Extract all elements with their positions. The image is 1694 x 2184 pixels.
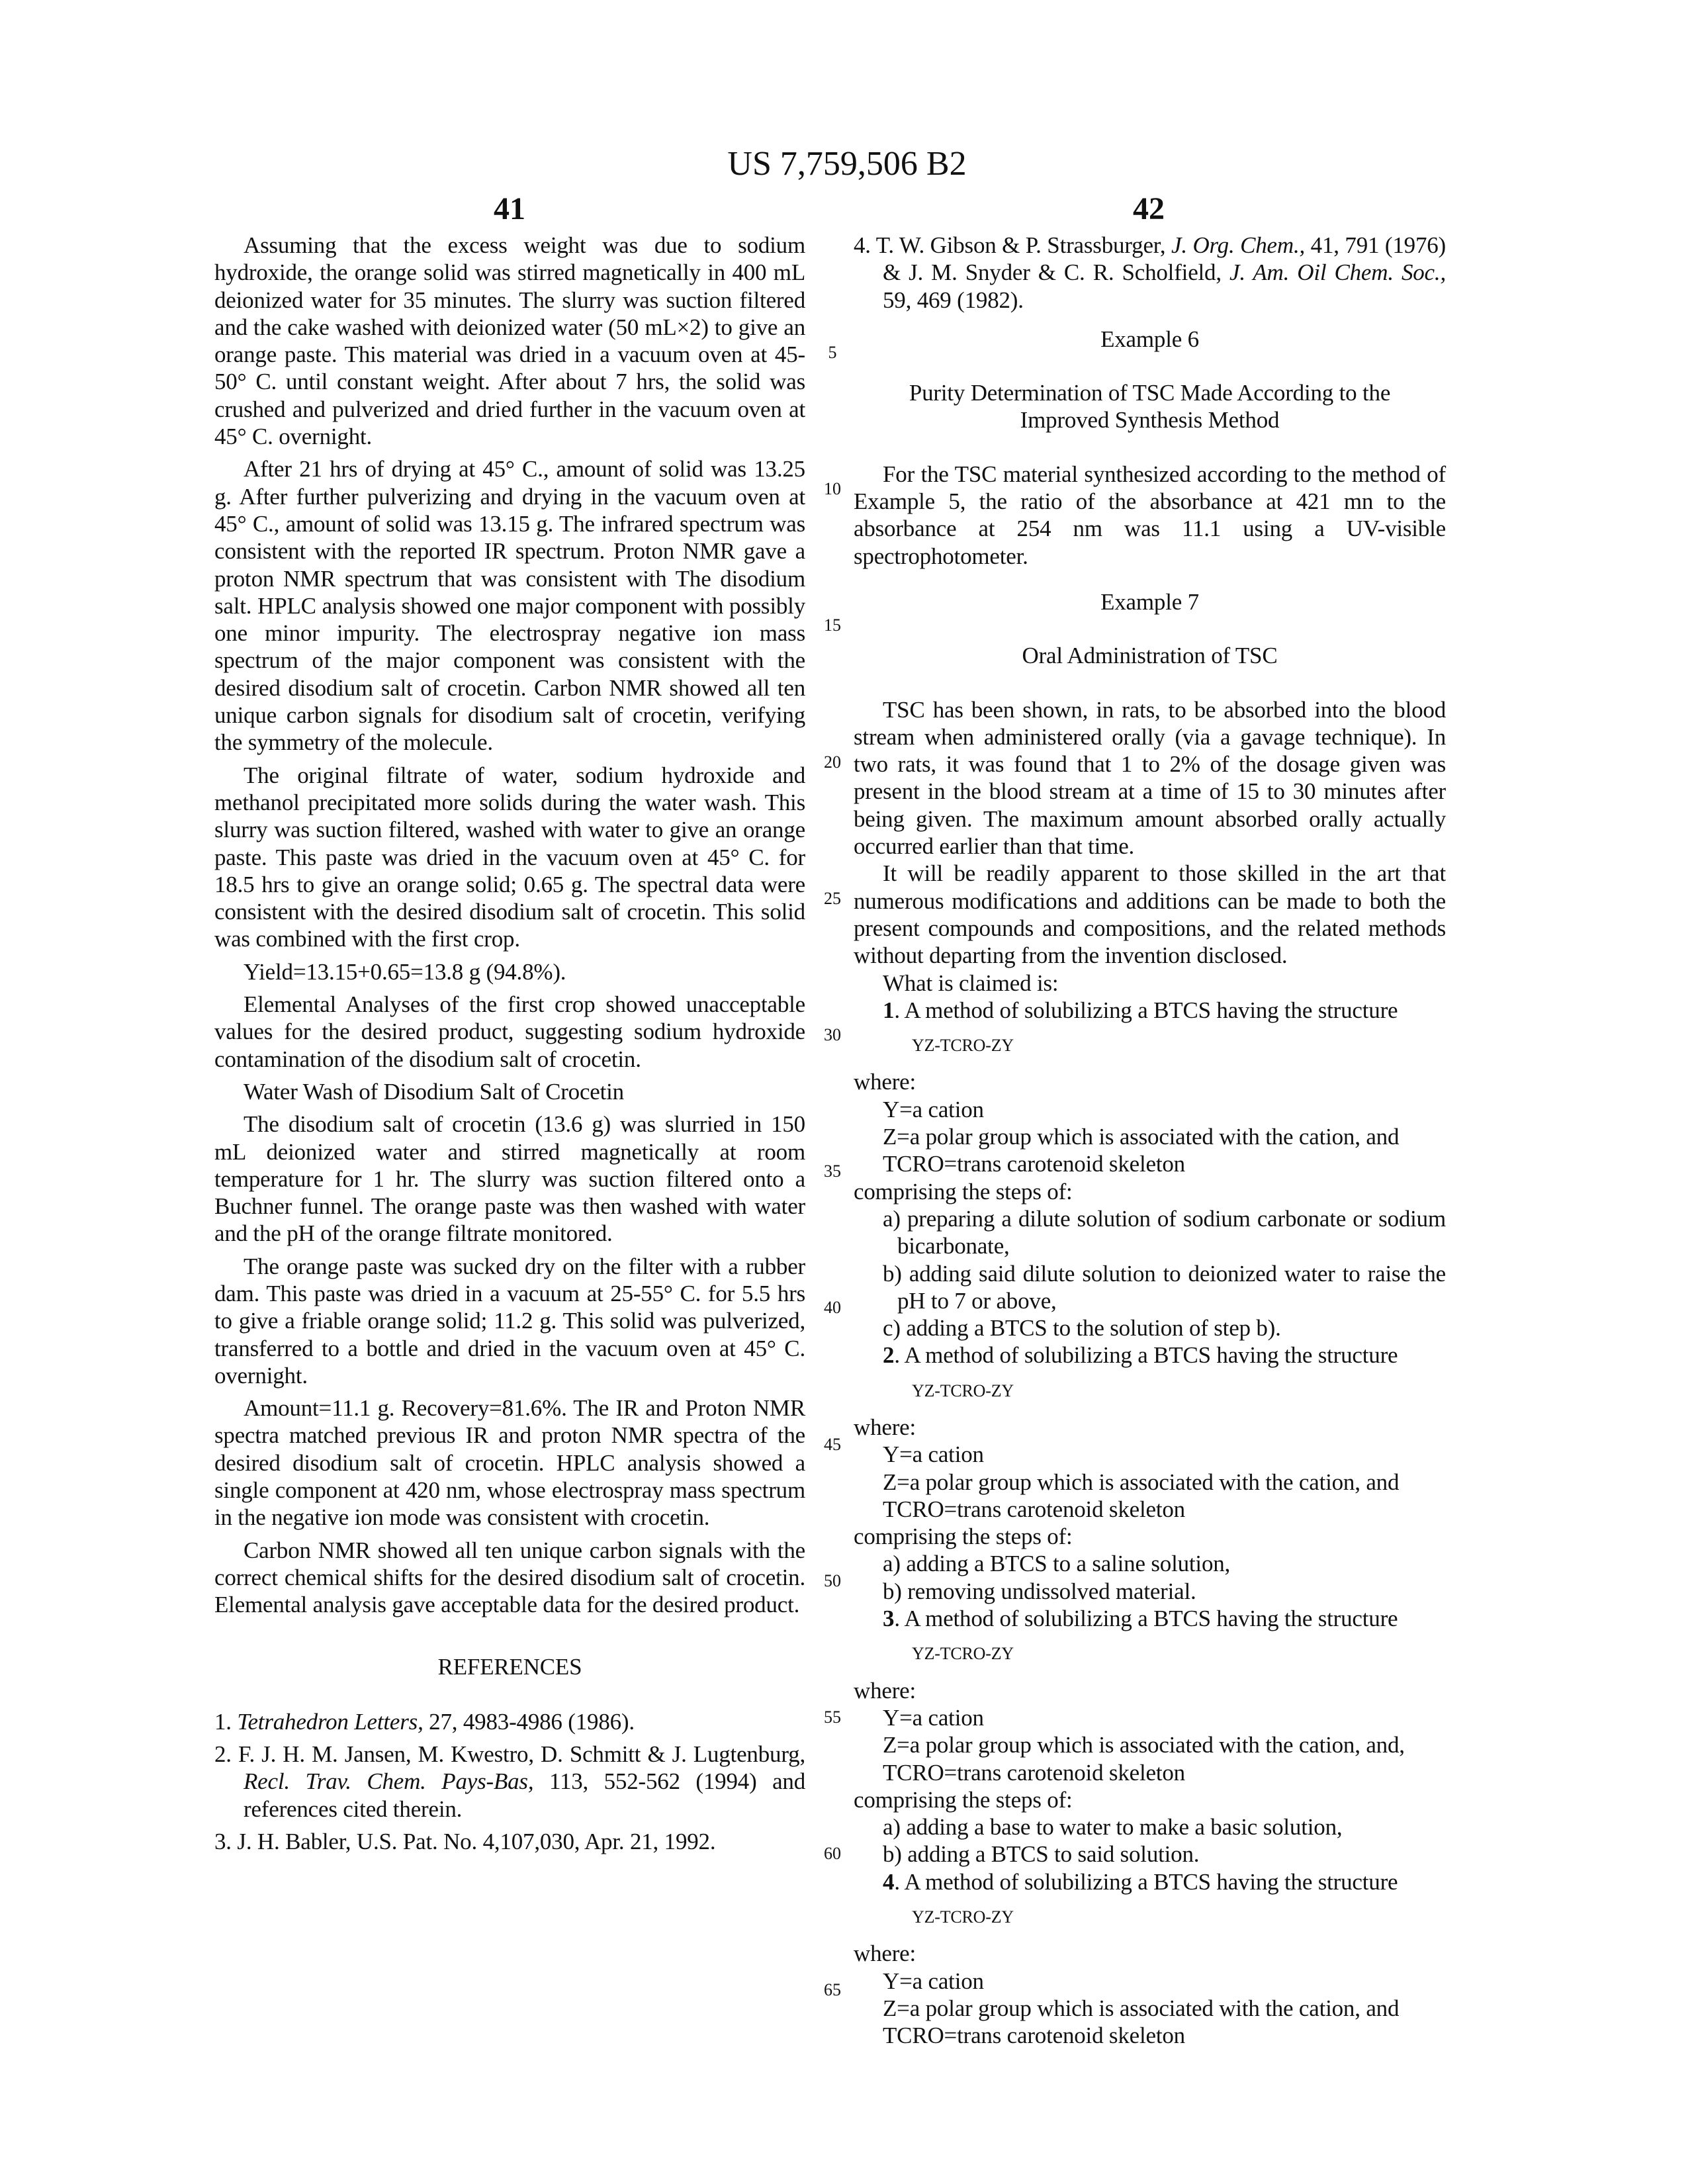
reference-1 (214, 1708, 805, 1735)
claim (854, 997, 1446, 1342)
definition: Y=a cation (854, 1704, 1446, 1731)
comprising-label: comprising the steps of: (854, 1523, 1446, 1550)
claim-text (854, 997, 1446, 1024)
line-number: 50 (819, 1571, 846, 1591)
paragraph: Amount=11.1 g. Recovery=81.6%. The IR and Proton NMR spectra matched previous IR and proton NMR spectra of the desired disodium salt of crocetin. HPLC analysis showed a single component at 420 nm, whose electrospray mass spectrum in the negative ion mode was consistent with crocetin. (214, 1394, 805, 1531)
subheading: Water Wash of Disodium Salt of Crocetin (214, 1078, 805, 1105)
where-label: where: (854, 1068, 1446, 1095)
structure-formula: YZ-TCRO-ZY (854, 1377, 1446, 1404)
ref-journal: Tetrahedron Letters, (237, 1709, 423, 1735)
references-heading: REFERENCES (214, 1653, 805, 1680)
definition: Z=a polar group which is associated with the cation, and (854, 1995, 1446, 2022)
line-number: 5 (819, 343, 846, 363)
claim-step: a) adding a BTCS to a saline solution, (854, 1550, 1446, 1577)
ref-text: 41, 791 (1976) & J. M. Snyder & C. R. Scholfield, (883, 232, 1446, 285)
line-number: 40 (819, 1298, 846, 1318)
reference-3 (214, 1828, 805, 1855)
claim-number: 1 (883, 997, 894, 1023)
reference-4 (854, 232, 1446, 314)
patent-number: US 7,759,506 B2 (0, 144, 1694, 183)
structure-formula: YZ-TCRO-ZY (854, 1903, 1446, 1931)
claim-text (854, 1605, 1446, 1632)
ref-text: 3. J. H. Babler, U.S. Pat. No. 4,107,030, Apr. 21, 1992. (214, 1829, 715, 1854)
line-number: 20 (819, 752, 846, 772)
claim-step: b) removing undissolved material. (854, 1578, 1446, 1605)
definition: TCRO=trans carotenoid skeleton (854, 1496, 1446, 1523)
line-number: 10 (819, 479, 846, 499)
left-column (214, 232, 805, 1855)
line-number: 55 (819, 1707, 846, 1727)
definition: Y=a cation (854, 1441, 1446, 1468)
paragraph: The original filtrate of water, sodium hydroxide and methanol precipitated more solids during the water wash. This slurry was suction filtered, washed with water to give an orange paste. This paste was dried in the vacuum oven at 45° C. for 18.5 hrs to give an orange solid; 0.65 g. The spectral data were consistent with the desired disodium salt of crocetin. This solid was combined with the first crop. (214, 762, 805, 953)
paragraph: TSC has been shown, in rats, to be absorbed into the blood stream when administered orally (via a gavage technique). In two rats, it was found that 1 to 2% of the dosage given was present in the blood stream at a time of 15 to 30 minutes after being given. The maximum amount absorbed orally actually occurred earlier than that time. (854, 696, 1446, 860)
claim-preamble: . A method of solubilizing a BTCS having the structure (894, 1606, 1398, 1631)
paragraph: It will be readily apparent to those skilled in the art that numerous modifications and additions can be made to both the present compounds and compositions, and the related methods without departing from the invention disclosed. (854, 860, 1446, 969)
definition: TCRO=trans carotenoid skeleton (854, 1759, 1446, 1786)
claim-text (854, 1868, 1446, 1895)
ref-text: 2. F. J. H. M. Jansen, M. Kwestro, D. Schmitt & J. Lugtenburg, (214, 1741, 805, 1767)
claim (854, 1605, 1446, 1868)
example-7-heading: Example 7 (854, 588, 1446, 615)
definition: Z=a polar group which is associated with the cation, and (854, 1469, 1446, 1496)
line-number: 35 (819, 1161, 846, 1181)
structure-formula: YZ-TCRO-ZY (854, 1032, 1446, 1059)
claim-number: 2 (883, 1342, 894, 1368)
claim (854, 1868, 1446, 2050)
comprising-label: comprising the steps of: (854, 1786, 1446, 1813)
column-number-right: 42 (1083, 191, 1215, 227)
yield-line: Yield=13.15+0.65=13.8 g (94.8%). (214, 958, 805, 985)
line-number: 65 (819, 1980, 846, 2000)
right-column (854, 232, 1446, 2050)
claim (854, 1342, 1446, 1605)
definition: Z=a polar group which is associated with the cation, and, (854, 1731, 1446, 1758)
ref-journal: J. Org. Chem., (1171, 232, 1305, 258)
definition: Y=a cation (854, 1968, 1446, 1995)
claim-step: b) adding a BTCS to said solution. (854, 1841, 1446, 1868)
paragraph: Carbon NMR showed all ten unique carbon signals with the correct chemical shifts for the desired disodium salt of crocetin. Elemental analysis gave acceptable data for the desired product. (214, 1537, 805, 1619)
ref-text: 1. (214, 1709, 237, 1735)
ref-text: 27, 4983-4986 (1986). (424, 1709, 635, 1735)
claim-number: 4 (883, 1869, 894, 1895)
example-6-heading: Example 6 (854, 326, 1446, 353)
definition: Z=a polar group which is associated with the cation, and (854, 1123, 1446, 1150)
definition: TCRO=trans carotenoid skeleton (854, 1150, 1446, 1177)
line-number: 15 (819, 615, 846, 635)
example-6-title: Purity Determination of TSC Made According to the Improved Synthesis Method (900, 379, 1400, 434)
ref-journal: Recl. Trav. Chem. Pays-Bas, (244, 1768, 533, 1794)
reference-2 (214, 1741, 805, 1823)
ref-text: 59, 469 (1982). (883, 287, 1024, 313)
claim-preamble: . A method of solubilizing a BTCS having the structure (894, 997, 1398, 1023)
line-number: 45 (819, 1435, 846, 1455)
where-label: where: (854, 1940, 1446, 1967)
where-label: where: (854, 1677, 1446, 1704)
paragraph: After 21 hrs of drying at 45° C., amount of solid was 13.25 g. After further pulverizing and drying in the vacuum oven at 45° C., amount of solid was 13.15 g. The infrared spectrum was consistent with the reported IR spectrum. Proton NMR gave a proton NMR spectrum that was consistent with The disodium salt. HPLC analysis showed one major component with possibly one minor impurity. The electrospray negative ion mass spectrum of the major component was consistent with the desired disodium salt of crocetin. Carbon NMR showed all ten unique carbon signals for disodium salt of crocetin, verifying the symmetry of the molecule. (214, 455, 805, 756)
line-number: 60 (819, 1844, 846, 1864)
ref-text: 113, 552-562 (1994) and references cited therein. (244, 1768, 805, 1821)
example-7-title: Oral Administration of TSC (854, 642, 1446, 669)
claim-preamble: . A method of solubilizing a BTCS having the structure (894, 1869, 1398, 1895)
claim-number: 3 (883, 1606, 894, 1631)
comprising-label: comprising the steps of: (854, 1178, 1446, 1205)
claim-preamble: . A method of solubilizing a BTCS having the structure (894, 1342, 1398, 1368)
definition: TCRO=trans carotenoid skeleton (854, 2022, 1446, 2049)
paragraph: Elemental Analyses of the first crop showed unacceptable values for the desired product, suggesting sodium hydroxide contamination of the disodium salt of crocetin. (214, 991, 805, 1073)
claim-step: b) adding said dilute solution to deionized water to raise the pH to 7 or above, (854, 1260, 1446, 1315)
claim-text (854, 1342, 1446, 1369)
definition: Y=a cation (854, 1096, 1446, 1123)
line-number: 30 (819, 1025, 846, 1045)
claim-step: c) adding a BTCS to the solution of step b). (854, 1314, 1446, 1342)
column-number-left: 41 (443, 191, 576, 227)
paragraph: Assuming that the excess weight was due to sodium hydroxide, the orange solid was stirred magnetically in 400 mL deionized water for 35 minutes. The slurry was suction filtered and the cake washed with deionized water (50 mL×2) to give an orange paste. This material was dried in a vacuum oven at 45-50° C. until constant weight. After about 7 hrs, the solid was crushed and pulverized and dried further in the vacuum oven at 45° C. overnight. (214, 232, 805, 450)
paragraph: For the TSC material synthesized according to the method of Example 5, the ratio of the absorbance at 421 mn to the absorbance at 254 nm was 11.1 using a UV-visible spectrophotometer. (854, 461, 1446, 570)
structure-formula: YZ-TCRO-ZY (854, 1640, 1446, 1667)
claims-intro: What is claimed is: (854, 970, 1446, 997)
claim-step: a) adding a base to water to make a basic solution, (854, 1813, 1446, 1841)
ref-text: 4. T. W. Gibson & P. Strassburger, (854, 232, 1171, 258)
claims-list (854, 997, 1446, 2050)
ref-journal: J. Am. Oil Chem. Soc., (1229, 259, 1446, 285)
paragraph: The orange paste was sucked dry on the filter with a rubber dam. This paste was dried in a vacuum at 25-55° C. for 5.5 hrs to give a friable orange solid; 11.2 g. This solid was pulverized, transferred to a bottle and dried in the vacuum oven at 45° C. overnight. (214, 1253, 805, 1389)
where-label: where: (854, 1414, 1446, 1441)
paragraph: The disodium salt of crocetin (13.6 g) was slurried in 150 mL deionized water and stirred magnetically at room temperature for 1 hr. The slurry was suction filtered onto a Buchner funnel. The orange paste was then washed with water and the pH of the orange filtrate monitored. (214, 1111, 805, 1247)
claim-step: a) preparing a dilute solution of sodium carbonate or sodium bicarbonate, (854, 1205, 1446, 1260)
line-number: 25 (819, 889, 846, 909)
